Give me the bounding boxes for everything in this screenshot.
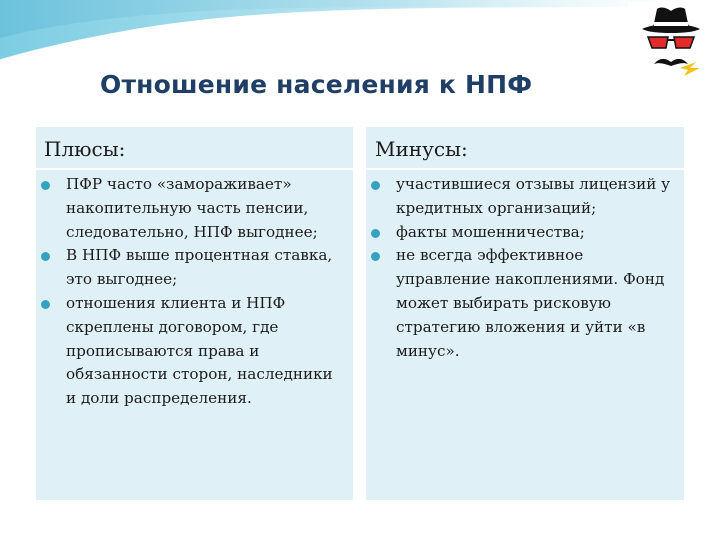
- bullet-icon: [371, 181, 380, 190]
- list-item: факты мошенничества;: [366, 221, 684, 245]
- pros-heading: Плюсы:: [44, 137, 126, 161]
- cons-list: [366, 173, 684, 363]
- spy-logo-icon: [628, 2, 714, 80]
- cons-divider: [366, 168, 684, 170]
- pros-list: [36, 173, 353, 411]
- bullet-icon: [41, 300, 50, 309]
- bullet-icon: [371, 252, 380, 261]
- list-item: отношения клиента и НПФ скреплены договором, где прописываются права и обязанности сторон, наследники и доли распределения.: [36, 292, 353, 411]
- pros-column: [36, 127, 353, 500]
- list-item: ПФР часто «замораживает» накопительную часть пенсии, следовательно, НПФ выгоднее;: [36, 173, 353, 244]
- list-item: В НПФ выше процентная ставка, это выгоднее;: [36, 244, 353, 292]
- bullet-icon: [41, 181, 50, 190]
- bullet-icon: [41, 252, 50, 261]
- bullet-icon: [371, 229, 380, 238]
- slide-title: Отношение населения к НПФ: [100, 70, 533, 99]
- cons-column: [366, 127, 684, 500]
- list-item: не всегда эффективное управление накоплениями. Фонд может выбирать рисковую стратегию вложения и уйти «в минус».: [366, 244, 684, 363]
- cons-heading: Минусы:: [375, 137, 468, 161]
- pros-divider: [36, 168, 353, 170]
- list-item: участившиеся отзывы лицензий у кредитных организаций;: [366, 173, 684, 221]
